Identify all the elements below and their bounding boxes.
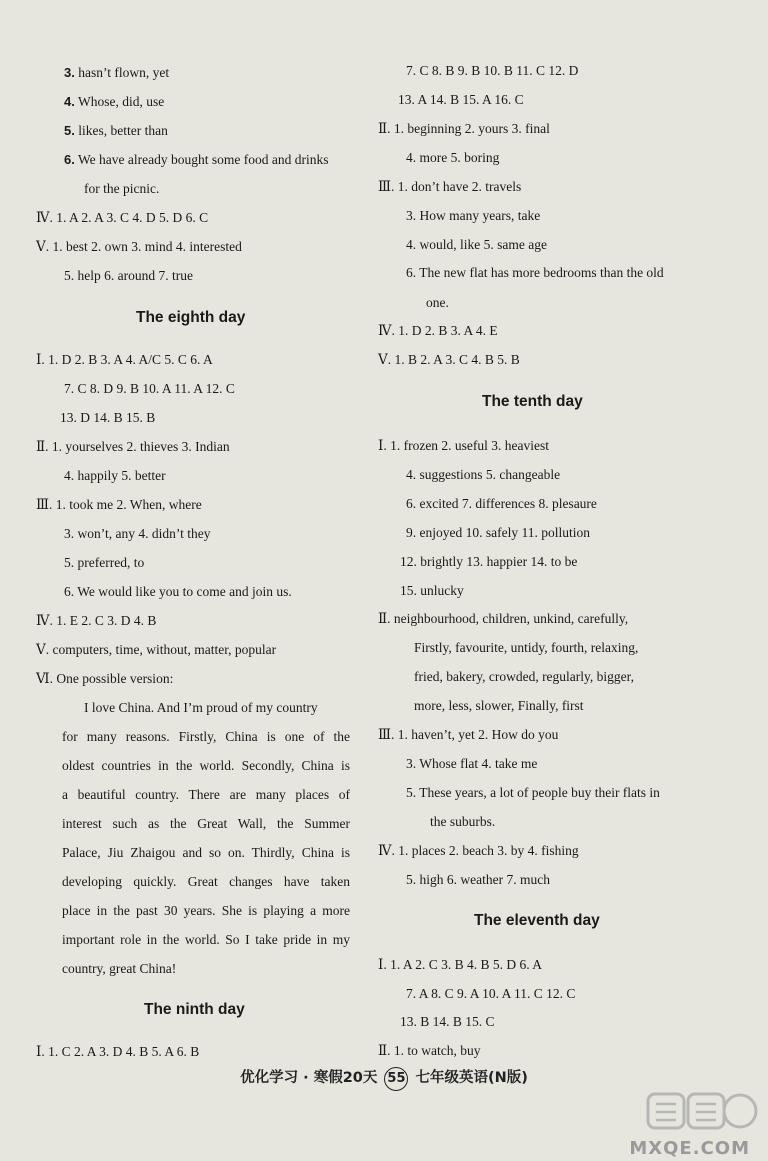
- answer-line: Ⅴ. 1. best 2. own 3. mind 4. interested: [36, 239, 242, 254]
- essay-line: interest such as the Great Wall, the Summer: [62, 816, 350, 831]
- answer-line: one.: [426, 295, 449, 310]
- footer-subject: 七年级英语(N版): [415, 1070, 528, 1086]
- answer-line: Ⅳ. 1. A 2. A 3. C 4. D 5. D 6. C: [36, 210, 209, 225]
- answer-line: 6. We have already bought some food and drinks: [64, 152, 329, 167]
- answer-line: the suburbs.: [430, 814, 496, 829]
- answer-line: 3. How many years, take: [406, 208, 541, 223]
- essay-line: I love China. And I’m proud of my country: [84, 700, 318, 715]
- essay-line: important role in the world. So I take pride in my: [62, 932, 350, 947]
- answer-line: 15. unlucky: [400, 583, 464, 598]
- answer-line: Ⅰ. 1. C 2. A 3. D 4. B 5. A 6. B: [36, 1044, 200, 1059]
- section-heading: The tenth day: [482, 393, 583, 410]
- essay-line: developing quickly. Great changes have taken: [62, 874, 350, 889]
- essay-line: place in the past 30 years. She is playing a more: [62, 903, 350, 918]
- answer-line: 7. C 8. D 9. B 10. A 11. A 12. C: [64, 381, 235, 396]
- watermark-text: MXQE.COM: [629, 1138, 750, 1159]
- answer-line: Ⅱ. 1. yourselves 2. thieves 3. Indian: [36, 439, 230, 454]
- answer-line: 5. help 6. around 7. true: [64, 268, 193, 283]
- answer-line: Ⅰ. 1. D 2. B 3. A 4. A/C 5. C 6. A: [36, 352, 213, 367]
- answer-line: Ⅲ. 1. took me 2. When, where: [36, 497, 202, 512]
- answer-line: Ⅱ. neighbourhood, children, unkind, carefully,: [378, 611, 629, 626]
- answer-line: Firstly, favourite, untidy, fourth, relaxing,: [414, 640, 639, 655]
- answer-line: Ⅳ. 1. D 2. B 3. A 4. E: [378, 323, 498, 338]
- answer-line: 3. won’t, any 4. didn’t they: [64, 526, 211, 541]
- answer-line: 4. more 5. boring: [406, 150, 500, 165]
- answer-line: 5. likes, better than: [64, 123, 168, 138]
- answer-line: 13. D 14. B 15. B: [60, 410, 156, 425]
- answer-line: Ⅱ. 1. to watch, buy: [378, 1043, 481, 1058]
- answer-line: 3. hasn’t flown, yet: [64, 65, 170, 80]
- page-number: 55: [384, 1067, 408, 1091]
- answer-line: more, less, slower, Finally, first: [414, 698, 584, 713]
- answer-line: 13. B 14. B 15. C: [400, 1014, 495, 1029]
- answer-line: Ⅳ. 1. places 2. beach 3. by 4. fishing: [378, 843, 579, 858]
- essay-line: for many reasons. Firstly, China is one of the: [62, 729, 350, 744]
- answer-line: Ⅴ. computers, time, without, matter, popular: [36, 642, 277, 657]
- footer-book-title: 优化学习 · 寒假20天: [240, 1070, 378, 1086]
- answer-line: 5. preferred, to: [64, 555, 145, 570]
- section-heading: The eighth day: [136, 309, 246, 326]
- answer-line: 7. A 8. C 9. A 10. A 11. C 12. C: [406, 986, 576, 1001]
- answer-line: Ⅰ. 1. A 2. C 3. B 4. B 5. D 6. A: [378, 957, 542, 972]
- answer-line: 13. A 14. B 15. A 16. C: [398, 92, 524, 107]
- answer-line: for the picnic.: [84, 181, 160, 196]
- answer-line: 4. suggestions 5. changeable: [406, 467, 561, 482]
- answer-line: 3. Whose flat 4. take me: [406, 756, 538, 771]
- essay-line: oldest countries in the world. Secondly, China is: [62, 758, 350, 773]
- answer-line: 4. would, like 5. same age: [406, 237, 547, 252]
- answer-line: Ⅰ. 1. frozen 2. useful 3. heaviest: [378, 438, 550, 453]
- section-heading: The ninth day: [144, 1001, 245, 1018]
- answer-line: 4. happily 5. better: [64, 468, 166, 483]
- answer-line: fried, bakery, crowded, regularly, bigger,: [414, 669, 634, 684]
- answer-line: 12. brightly 13. happier 14. to be: [400, 554, 578, 569]
- answer-line: 6. excited 7. differences 8. plesaure: [406, 496, 597, 511]
- section-heading: The eleventh day: [474, 912, 600, 929]
- answer-line: 5. These years, a lot of people buy their flats in: [406, 785, 660, 800]
- answer-line: Ⅴ. 1. B 2. A 3. C 4. B 5. B: [378, 352, 520, 367]
- answer-line: Ⅵ. One possible version:: [36, 671, 174, 686]
- answer-line: 7. C 8. B 9. B 10. B 11. C 12. D: [406, 63, 579, 78]
- answer-line: Ⅲ. 1. don’t have 2. travels: [378, 179, 522, 194]
- answer-line: Ⅱ. 1. beginning 2. yours 3. final: [378, 121, 550, 136]
- answer-line: 9. enjoyed 10. safely 11. pollution: [406, 525, 590, 540]
- essay-line: a beautiful country. There are many places of: [62, 787, 350, 802]
- answer-line: 6. We would like you to come and join us.: [64, 584, 292, 599]
- answer-line: Ⅲ. 1. haven’t, yet 2. How do you: [378, 727, 559, 742]
- page-footer: [0, 1066, 768, 1091]
- answer-line: 4. Whose, did, use: [64, 94, 165, 109]
- answer-line: 6. The new flat has more bedrooms than the old: [406, 265, 664, 280]
- answer-line: 5. high 6. weather 7. much: [406, 872, 550, 887]
- essay-line: Palace, Jiu Zhaigou and so on. Thirdly, China is: [62, 845, 350, 860]
- answer-line: Ⅳ. 1. E 2. C 3. D 4. B: [36, 613, 157, 628]
- essay-line: country, great China!: [62, 961, 177, 976]
